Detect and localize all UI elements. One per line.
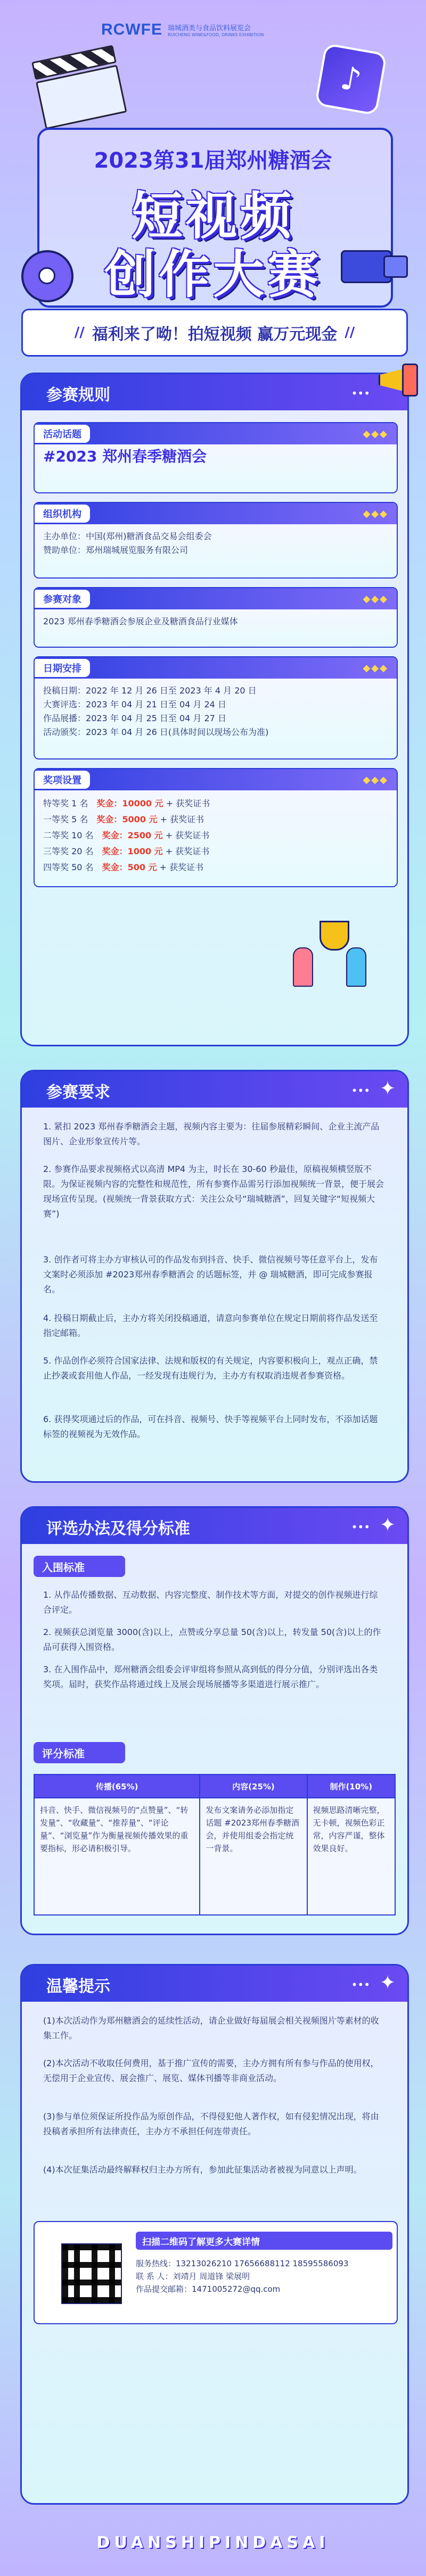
- contact-card: [34, 2221, 398, 2324]
- requirements-header: [22, 1071, 407, 1108]
- slash-decoration-icon: //: [74, 325, 85, 341]
- tip-item: (4)本次征集活动最终解释权归主办方所有，参加此征集活动者被视为同意以上声明。: [43, 2165, 362, 2175]
- logo-mark: RCWFE: [101, 21, 162, 38]
- requirement-item: 6. 获得奖项通过后的作品，可在抖音、视频号、快手等视频平台上同时发布，不添加话题标签的视频视为无效作品。: [43, 1414, 378, 1439]
- logo-subtext: RUICHENG WINE&FOOD, DRINKS EXHIBITION: [167, 32, 264, 37]
- prize-row: 三等奖 20 名 奖金：1000 元 + 获奖证书: [43, 846, 210, 856]
- topic-tag: 活动话题: [35, 425, 90, 443]
- entry-standard-tag: 入围标准: [34, 1556, 125, 1577]
- schedule-row: 大赛评选：2023 年 04 月 21 日至 04 月 24 日: [43, 699, 226, 709]
- hero-section: [0, 0, 426, 330]
- dots-decoration: •••: [351, 1084, 370, 1097]
- requirements-title: 参赛要求: [46, 1083, 110, 1102]
- score-table: [34, 1774, 396, 1916]
- score-header-production: 制作(10%): [307, 1774, 395, 1798]
- logo-text: 瑞城酒类与食品饮料展览会: [167, 24, 251, 32]
- megaphone-icon: [373, 358, 421, 401]
- trophy-celebration-icon: [288, 915, 373, 995]
- hero-title-line1: 短视频: [132, 186, 294, 246]
- prize-tag: 奖项设置: [35, 771, 90, 789]
- schedule-row: 作品展播：2023 年 04 月 25 日至 04 月 27 日: [43, 713, 226, 723]
- exhibition-logo: [101, 15, 325, 45]
- tips-header: [22, 1966, 407, 2002]
- entry-item: 2. 视频获总浏览量 3000(含)以上，点赞或分享总量 50(含)以上，转发量 50(含)以上的作品可获得入围资格。: [43, 1627, 381, 1652]
- entry-item: 1. 从作品传播数据、互动数据、内容完整度、制作技术等方面，对提交的创作视频进行综合评定。: [43, 1590, 378, 1615]
- requirement-item: 5. 作品创作必须符合国家法律、法规和版权的有关规定，内容要积极向上，观点正确，禁止抄袭或套用他人作品，一经发现有违规行为，主办方有权取消违规者参赛资格。: [43, 1356, 378, 1381]
- stars-decoration-icon: ◆◆◆: [363, 428, 388, 440]
- tips-panel: [20, 1964, 409, 2505]
- score-cell: 发布文案请务必添加指定话题 #2023郑州春季糖酒会，并使用组委会指定统一背景。: [200, 1798, 307, 1915]
- dots-decoration: •••: [351, 1978, 370, 1991]
- judging-title: 评选办法及得分标准: [46, 1520, 190, 1538]
- target-tag: 参赛对象: [35, 590, 90, 608]
- hero-title-line2: 创作大赛: [104, 245, 322, 304]
- org-tag: 组织机构: [35, 505, 90, 523]
- stars-decoration-icon: ◆◆◆: [363, 593, 388, 605]
- dots-decoration: •••: [351, 1521, 370, 1533]
- stars-decoration-icon: ◆◆◆: [363, 508, 388, 519]
- dots-decoration: •••: [351, 387, 370, 400]
- sparkle-icon: ✦: [379, 1972, 396, 1994]
- requirement-item: 3. 创作者可将主办方审核认可的作品发布到抖音、快手、微信视频号等任意平台上，发布文案时必须添加 #2023郑州春季糖酒会 的话题标签，并 @ 瑞城糖酒，即可完成参赛报名。: [43, 1254, 378, 1294]
- sparkle-icon: ✦: [379, 1514, 396, 1536]
- rules-title: 参赛规则: [46, 386, 110, 404]
- contact-row: 服务热线：13213026210 17656688112 18595586093: [136, 2259, 349, 2268]
- scan-tag: 扫描二维码了解更多大赛详情: [136, 2232, 392, 2250]
- score-standard-tag: 评分标准: [34, 1742, 125, 1763]
- hero-title-small: 2023第31届郑州糖酒会: [94, 148, 332, 173]
- rules-header: [22, 374, 407, 410]
- score-cell: 视频思路清晰完整，无卡顿，视频色彩正常，内容严谨，整体效果良好。: [307, 1798, 395, 1915]
- footer-text: DUANSHIPINDASAI: [96, 2533, 330, 2552]
- schedule-card: [34, 656, 398, 759]
- score-header-spread: 传播(65%): [34, 1774, 200, 1798]
- requirement-item: 4. 投稿日期截止后，主办方将关闭投稿通道，请意向参赛单位在规定日期前将作品发送至指定邮箱。: [43, 1313, 378, 1338]
- organization-card: [34, 502, 398, 579]
- film-reel-icon: [21, 250, 73, 302]
- judging-panel: [20, 1506, 409, 1935]
- welfare-banner: [21, 309, 408, 357]
- entry-item: 3. 在入围作品中，郑州糖酒会组委会评审组将参照从高到低的得分分值，分别评选出各类奖项。届时，获奖作品将通过线上及展会现场展播等多渠道进行展示推广。: [43, 1664, 378, 1689]
- tip-item: (3)参与单位须保证所投作品为原创作品，不得侵犯他人著作权，如有侵犯情况出现，将由投稿者承担所有法律责任，主办方不承担任何连带责任。: [43, 2111, 379, 2136]
- prize-row: 四等奖 50 名 奖金：500 元 + 获奖证书: [43, 862, 204, 872]
- stars-decoration-icon: ◆◆◆: [363, 662, 388, 674]
- requirements-panel: [20, 1070, 409, 1483]
- schedule-row: 投稿日期：2022 年 12 月 26 日至 2023 年 4 月 20 日: [43, 686, 257, 696]
- tiktok-icon: ♪: [315, 43, 388, 116]
- camera-icon: [341, 250, 405, 293]
- tips-title: 温馨提示: [46, 1977, 110, 1996]
- requirement-item: 2. 参赛作品要求视频格式以高清 MP4 为主，时长在 30-60 秒最佳，原稿视频横竖版不限。为保证视频内容的完整性和规范性，所有参赛作品需另行添加视频统一背景，便于展会现场宣传呈现。(视频统一背景获取方式：关注公众号“瑞城糖酒”，回复关键字“短视频大赛”): [43, 1164, 384, 1219]
- clapperboard-icon: [31, 46, 123, 125]
- contact-row: 联 系 人：刘靖月 周道锋 梁展明: [136, 2272, 250, 2281]
- target-card: [34, 587, 398, 648]
- slash-decoration-icon: //: [345, 325, 355, 341]
- org-row: 赞助单位： 郑州瑞城展览服务有限公司: [43, 545, 189, 555]
- prize-row: 一等奖 5 名 奖金：5000 元 + 获奖证书: [43, 814, 204, 824]
- org-row: 主办单位： 中国(郑州)糖酒食品交易会组委会: [43, 531, 212, 541]
- schedule-row: 活动颁奖：2023 年 04 月 26 日(具体时间以现场公布为准): [43, 727, 269, 737]
- tip-item: (2)本次活动不收取任何费用，基于推广宣传的需要，主办方拥有所有参与作品的使用权，无偿用于企业宣传、展会推广、展览、媒体刊播等非商业活动。: [43, 2058, 379, 2083]
- schedule-tag: 日期安排: [35, 659, 90, 677]
- tip-item: (1)本次活动作为郑州糖酒会的延续性活动，请企业做好每届展会相关视频图片等素材的收集工作。: [43, 2016, 379, 2041]
- topic-text: #2023 郑州春季糖酒会: [43, 448, 207, 465]
- prize-row: 特等奖 1 名 奖金：10000 元 + 获奖证书: [43, 798, 210, 808]
- requirement-item: 1. 紧扣 2023 郑州春季糖酒会主题，视频内容主要为：往届参展精彩瞬间、企业主流产品图片、企业形象宣传片等。: [43, 1121, 380, 1146]
- contact-row: 作品提交邮箱：1471005272@qq.com: [136, 2284, 281, 2294]
- sparkle-icon: ✦: [379, 1078, 396, 1100]
- judging-header: [22, 1508, 407, 1544]
- banner-text: 福利来了呦！拍短视频 赢万元现金: [92, 325, 338, 344]
- prize-row: 二等奖 10 名 奖金：2500 元 + 获奖证书: [43, 830, 210, 840]
- qr-code[interactable]: [61, 2243, 122, 2304]
- stars-decoration-icon: ◆◆◆: [363, 774, 388, 786]
- prize-card: [34, 768, 398, 887]
- score-cell: 抖音、快手、微信视频号的“点赞量”、“转发量”、“收藏量”、“推荐量”、“评论量”、“浏览量”作为衡量视频传播效果的重要指标，形必请积极引导。: [34, 1798, 200, 1915]
- topic-card: [34, 422, 398, 493]
- target-text: 2023 郑州春季糖酒会参展企业及糖酒食品行业媒体: [43, 616, 238, 626]
- score-header-content: 内容(25%): [200, 1774, 307, 1798]
